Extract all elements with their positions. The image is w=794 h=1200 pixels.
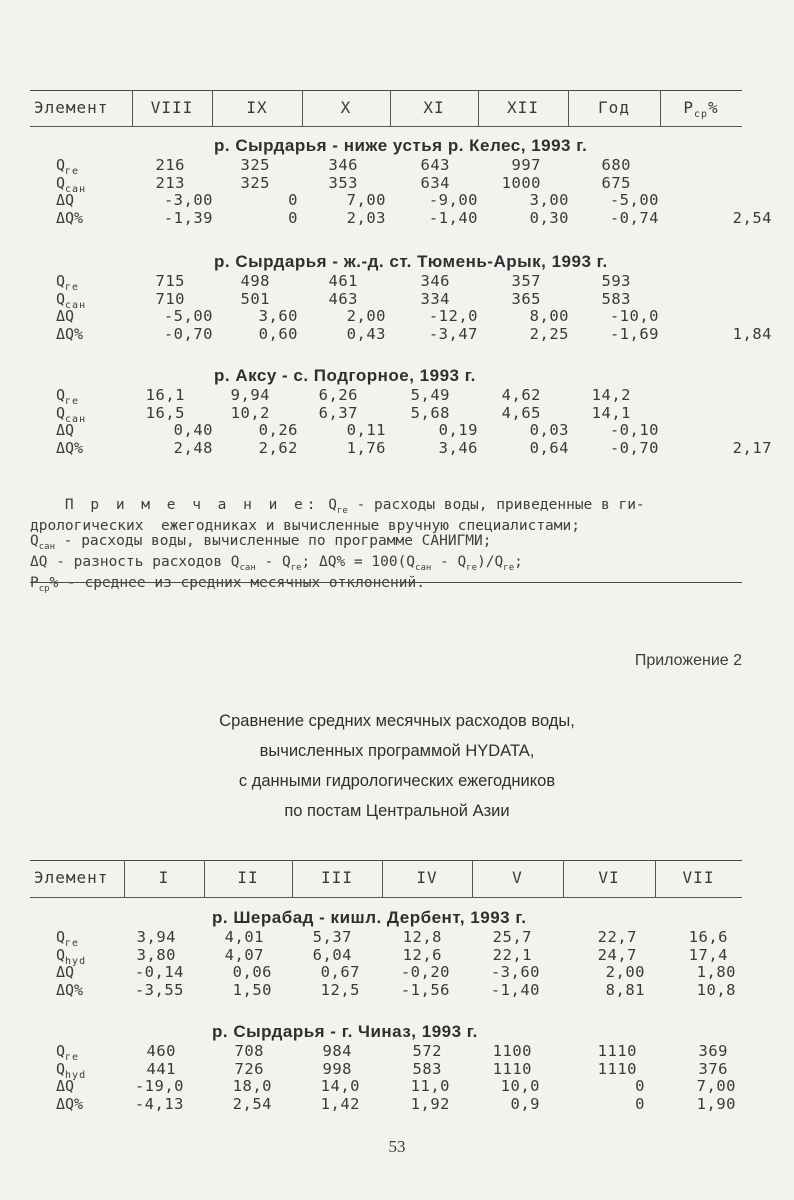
- table-cell: 0,11: [346, 421, 386, 439]
- row-label: ΔQ%: [56, 324, 84, 343]
- table-cell: 997: [511, 156, 541, 174]
- table-cell: 12,6: [402, 945, 442, 964]
- header-divider: [478, 90, 479, 127]
- header-divider: [655, 860, 656, 898]
- table-cell: 22,1: [492, 945, 532, 964]
- table-cell: 10,8: [696, 980, 736, 999]
- table-cell: 11,0: [410, 1077, 450, 1095]
- table-cell: 353: [328, 173, 358, 192]
- table-cell: 463: [328, 289, 358, 308]
- table-cell: 460: [146, 1042, 176, 1060]
- row-label: $Q_{hyd}$: [56, 945, 87, 967]
- table-cell: -0,10: [609, 421, 659, 439]
- table-cell: 16,6: [688, 928, 728, 946]
- table-cell: 7,00: [346, 191, 386, 209]
- table-cell: 5,37: [312, 928, 352, 946]
- table-cell: 14,2: [591, 386, 631, 404]
- table-cell: 998: [322, 1059, 352, 1078]
- appendix-label: Приложение 2: [634, 652, 742, 669]
- table-cell: 346: [328, 156, 358, 174]
- table-cell: 572: [412, 1042, 442, 1060]
- header-month: II: [237, 868, 259, 887]
- table-cell: 0: [288, 208, 298, 227]
- row-label: ΔQ: [56, 421, 75, 439]
- table-cell: 25,7: [492, 928, 532, 946]
- table-cell: 441: [146, 1059, 176, 1078]
- table-cell: 5,49: [410, 386, 450, 404]
- table-cell: 14,0: [320, 1077, 360, 1095]
- table-cell: 1,42: [320, 1094, 360, 1113]
- table-cell: 1,76: [346, 438, 386, 457]
- table-cell: 6,26: [318, 386, 358, 404]
- table-cell: 8,81: [605, 980, 645, 999]
- table-cell: 1110: [597, 1042, 637, 1060]
- header-month: VIII: [150, 98, 194, 117]
- appendix-title-line: вычисленных программой HYDATA,: [259, 742, 535, 760]
- note-word: П р и м е ч а н и е:: [64, 497, 320, 513]
- table-cell: -0,20: [400, 963, 450, 981]
- table-cell: -19,0: [134, 1077, 184, 1095]
- row-label: $Q_{сан}$: [56, 289, 87, 311]
- table-cell: -1,40: [428, 208, 478, 227]
- table-cell: -0,14: [134, 963, 184, 981]
- header-month: IV: [416, 868, 438, 887]
- table-cell: 10,2: [230, 403, 270, 422]
- table-cell: 16,1: [145, 386, 185, 404]
- table-cell: 984: [322, 1042, 352, 1060]
- table-cell: 216: [155, 156, 185, 174]
- table-cell: -1,40: [490, 980, 540, 999]
- table-cell: -3,00: [163, 191, 213, 209]
- row-label: ΔQ: [56, 963, 75, 981]
- table-cell: 461: [328, 272, 358, 290]
- header-month: Год: [598, 98, 630, 117]
- table-cell: 334: [420, 289, 450, 308]
- table-cell: 4,01: [224, 928, 264, 946]
- header-element: Элемент: [34, 868, 109, 887]
- table-cell: 7,00: [696, 1077, 736, 1095]
- table-cell: 0,30: [529, 208, 569, 227]
- table-cell: 325: [240, 156, 270, 174]
- header-divider: [302, 90, 303, 127]
- table-cell: -10,0: [609, 307, 659, 325]
- table1-header-rule: [30, 126, 742, 127]
- row-label: $Q_{ге}$: [56, 386, 80, 407]
- table-cell: 22,7: [597, 928, 637, 946]
- appendix-title: [0, 706, 794, 826]
- header-divider: [390, 90, 391, 127]
- table-cell: -0,74: [609, 208, 659, 227]
- row-label: ΔQ%: [56, 980, 84, 999]
- row-label: $Q_{сан}$: [56, 403, 87, 425]
- table-cell: 1,90: [696, 1094, 736, 1113]
- table-cell: -9,00: [428, 191, 478, 209]
- table-cell: 593: [601, 272, 631, 290]
- row-label: ΔQ: [56, 191, 75, 209]
- header-month: $P_{ср}\%$: [683, 98, 719, 121]
- header-month: IX: [246, 98, 268, 117]
- table1-top-rule: [30, 90, 742, 91]
- table-cell: 1,84: [732, 324, 772, 343]
- appendix-title-line: с данными гидрологических ежегодников: [238, 772, 556, 790]
- row-label: ΔQ%: [56, 208, 84, 227]
- header-month: I: [158, 868, 170, 887]
- section-title: р. Сырдарья - г. Чиназ, 1993 г.: [212, 1022, 478, 1041]
- header-divider: [292, 860, 293, 898]
- table-cell: 2,00: [605, 963, 645, 981]
- table-cell: -0,70: [609, 438, 659, 457]
- table-cell: 18,0: [232, 1077, 272, 1095]
- section-title: р. Сырдарья - ниже устья р. Келес, 1993 г.: [214, 136, 588, 155]
- table-cell: 0,06: [232, 963, 272, 981]
- row-label: ΔQ: [56, 307, 75, 325]
- table-cell: 2,62: [258, 438, 298, 457]
- table-cell: 9,94: [230, 386, 270, 404]
- table-cell: 4,65: [501, 403, 541, 422]
- table-cell: 3,80: [136, 945, 176, 964]
- table-cell: -0,70: [163, 324, 213, 343]
- table-cell: 0,9: [510, 1094, 540, 1113]
- table-cell: 710: [155, 289, 185, 308]
- table-cell: 2,03: [346, 208, 386, 227]
- table-cell: 501: [240, 289, 270, 308]
- table-cell: 726: [234, 1059, 264, 1078]
- table-cell: -3,55: [134, 980, 184, 999]
- table-cell: 0,19: [438, 421, 478, 439]
- table-cell: 10,0: [500, 1077, 540, 1095]
- header-divider: [382, 860, 383, 898]
- table-cell: 2,25: [529, 324, 569, 343]
- table-cell: 1,92: [410, 1094, 450, 1113]
- table-cell: 12,8: [402, 928, 442, 946]
- table-cell: 0: [635, 1094, 645, 1113]
- section-title: р. Аксу - с. Подгорное, 1993 г.: [214, 366, 476, 385]
- table-cell: 369: [698, 1042, 728, 1060]
- section-title: р. Сырдарья - ж.-д. ст. Тюмень-Арык, 1993 г.: [214, 252, 608, 271]
- header-month: XII: [507, 98, 539, 117]
- header-divider: [132, 90, 133, 127]
- header-month: V: [512, 868, 523, 887]
- table-cell: 583: [412, 1059, 442, 1078]
- header-divider: [204, 860, 205, 898]
- table-cell: 0,26: [258, 421, 298, 439]
- table-cell: 2,48: [173, 438, 213, 457]
- row-label: ΔQ%: [56, 438, 84, 457]
- header-divider: [124, 860, 125, 898]
- table-cell: 3,94: [136, 928, 176, 946]
- table-cell: 16,5: [145, 403, 185, 422]
- table-cell: 376: [698, 1059, 728, 1078]
- appendix-title-line: по постам Центральной Азии: [284, 802, 510, 820]
- header-month: XI: [423, 98, 445, 117]
- table2-top-rule: [30, 860, 742, 861]
- table-cell: 8,00: [529, 307, 569, 325]
- row-label: $Q_{hyd}$: [56, 1059, 87, 1081]
- table-cell: 1,50: [232, 980, 272, 999]
- table-cell: 5,68: [410, 403, 450, 422]
- header-month: VII: [682, 868, 715, 887]
- table-cell: 3,46: [438, 438, 478, 457]
- table-cell: 4,07: [224, 945, 264, 964]
- table-cell: 2,54: [232, 1094, 272, 1113]
- table-cell: 0,03: [529, 421, 569, 439]
- table-cell: 715: [155, 272, 185, 290]
- table-cell: 0: [635, 1077, 645, 1095]
- table1-bottom-rule: [30, 582, 742, 583]
- table-cell: 1110: [597, 1059, 637, 1078]
- row-label: $Q_{ге}$: [56, 1042, 80, 1063]
- table-cell: 680: [601, 156, 631, 174]
- table-cell: 346: [420, 272, 450, 290]
- table-cell: 0,40: [173, 421, 213, 439]
- table-cell: 1,80: [696, 963, 736, 981]
- table-cell: 0,64: [529, 438, 569, 457]
- table-cell: 2,17: [732, 438, 772, 457]
- table-cell: 1000: [501, 173, 541, 192]
- row-label: $Q_{ге}$: [56, 272, 80, 293]
- header-month: III: [321, 868, 353, 887]
- header-element: Элемент: [34, 98, 109, 117]
- table-cell: -5,00: [163, 307, 213, 325]
- table1-note: П р и м е ч а н и е: $Q_{ге}$ - расходы воды, приведенные в ги- дрологических ежегодниках и вычисленные вручную специалистами; $Q_{сан}$ - расходы воды, вычисленные по программе САНИГМИ; ΔQ - разность расходов $Q_{сан} - Q_{ге}$; $\Delta Q\% = 100(Q_{сан} - Q_{ге})/Q_{ге}$; $P_{ср}\%$ - среднее из средних месячных отклонений.: [30, 497, 645, 594]
- header-divider: [563, 860, 564, 898]
- header-month: X: [340, 98, 352, 117]
- table-cell: 14,1: [591, 403, 631, 422]
- table-cell: -3,47: [428, 324, 478, 343]
- header-divider: [472, 860, 473, 898]
- table-cell: 213: [155, 173, 185, 192]
- table-cell: 357: [511, 272, 541, 290]
- row-label: ΔQ: [56, 1077, 75, 1095]
- page-number: 53: [388, 1137, 406, 1156]
- table-cell: 675: [601, 173, 631, 192]
- table2-header-rule: [30, 897, 742, 898]
- table-cell: 12,5: [320, 980, 360, 999]
- table-cell: 2,00: [346, 307, 386, 325]
- section-title: р. Шерабад - кишл. Дербент, 1993 г.: [212, 908, 527, 927]
- table-cell: -1,56: [400, 980, 450, 999]
- table-cell: 643: [420, 156, 450, 174]
- table-cell: 1110: [492, 1059, 532, 1078]
- header-month: VI: [598, 868, 620, 887]
- row-label: $Q_{сан}$: [56, 173, 87, 195]
- table-cell: 24,7: [597, 945, 637, 964]
- table-cell: 3,00: [529, 191, 569, 209]
- table-cell: -5,00: [609, 191, 659, 209]
- table-cell: 1100: [492, 1042, 532, 1060]
- table-cell: 4,62: [501, 386, 541, 404]
- table-cell: -1,69: [609, 324, 659, 343]
- table-cell: 708: [234, 1042, 264, 1060]
- table-cell: 583: [601, 289, 631, 308]
- note-line-2: дрологических ежегодниках и вычисленные вручную специалистами;: [30, 517, 580, 534]
- table-cell: 365: [511, 289, 541, 308]
- row-label: ΔQ%: [56, 1094, 84, 1113]
- table-cell: 17,4: [688, 945, 728, 964]
- table-cell: -4,13: [134, 1094, 184, 1113]
- table-cell: 6,37: [318, 403, 358, 422]
- header-divider: [568, 90, 569, 127]
- table-cell: 0,67: [320, 963, 360, 981]
- table-cell: 0: [288, 191, 298, 209]
- row-label: $Q_{ге}$: [56, 928, 80, 949]
- row-label: $Q_{ге}$: [56, 156, 80, 177]
- header-divider: [212, 90, 213, 127]
- table-cell: -3,60: [490, 963, 540, 981]
- table-cell: 6,04: [312, 945, 352, 964]
- table-cell: 634: [420, 173, 450, 192]
- table-cell: -1,39: [163, 208, 213, 227]
- table-cell: 2,54: [732, 208, 772, 227]
- table-cell: 498: [240, 272, 270, 290]
- table-cell: 3,60: [258, 307, 298, 325]
- table-cell: 0,60: [258, 324, 298, 343]
- header-divider: [660, 90, 661, 127]
- table-cell: 0,43: [346, 324, 386, 343]
- table-cell: 325: [240, 173, 270, 192]
- appendix-title-line: Сравнение средних месячных расходов воды,: [219, 712, 575, 730]
- table-cell: -12,0: [428, 307, 478, 325]
